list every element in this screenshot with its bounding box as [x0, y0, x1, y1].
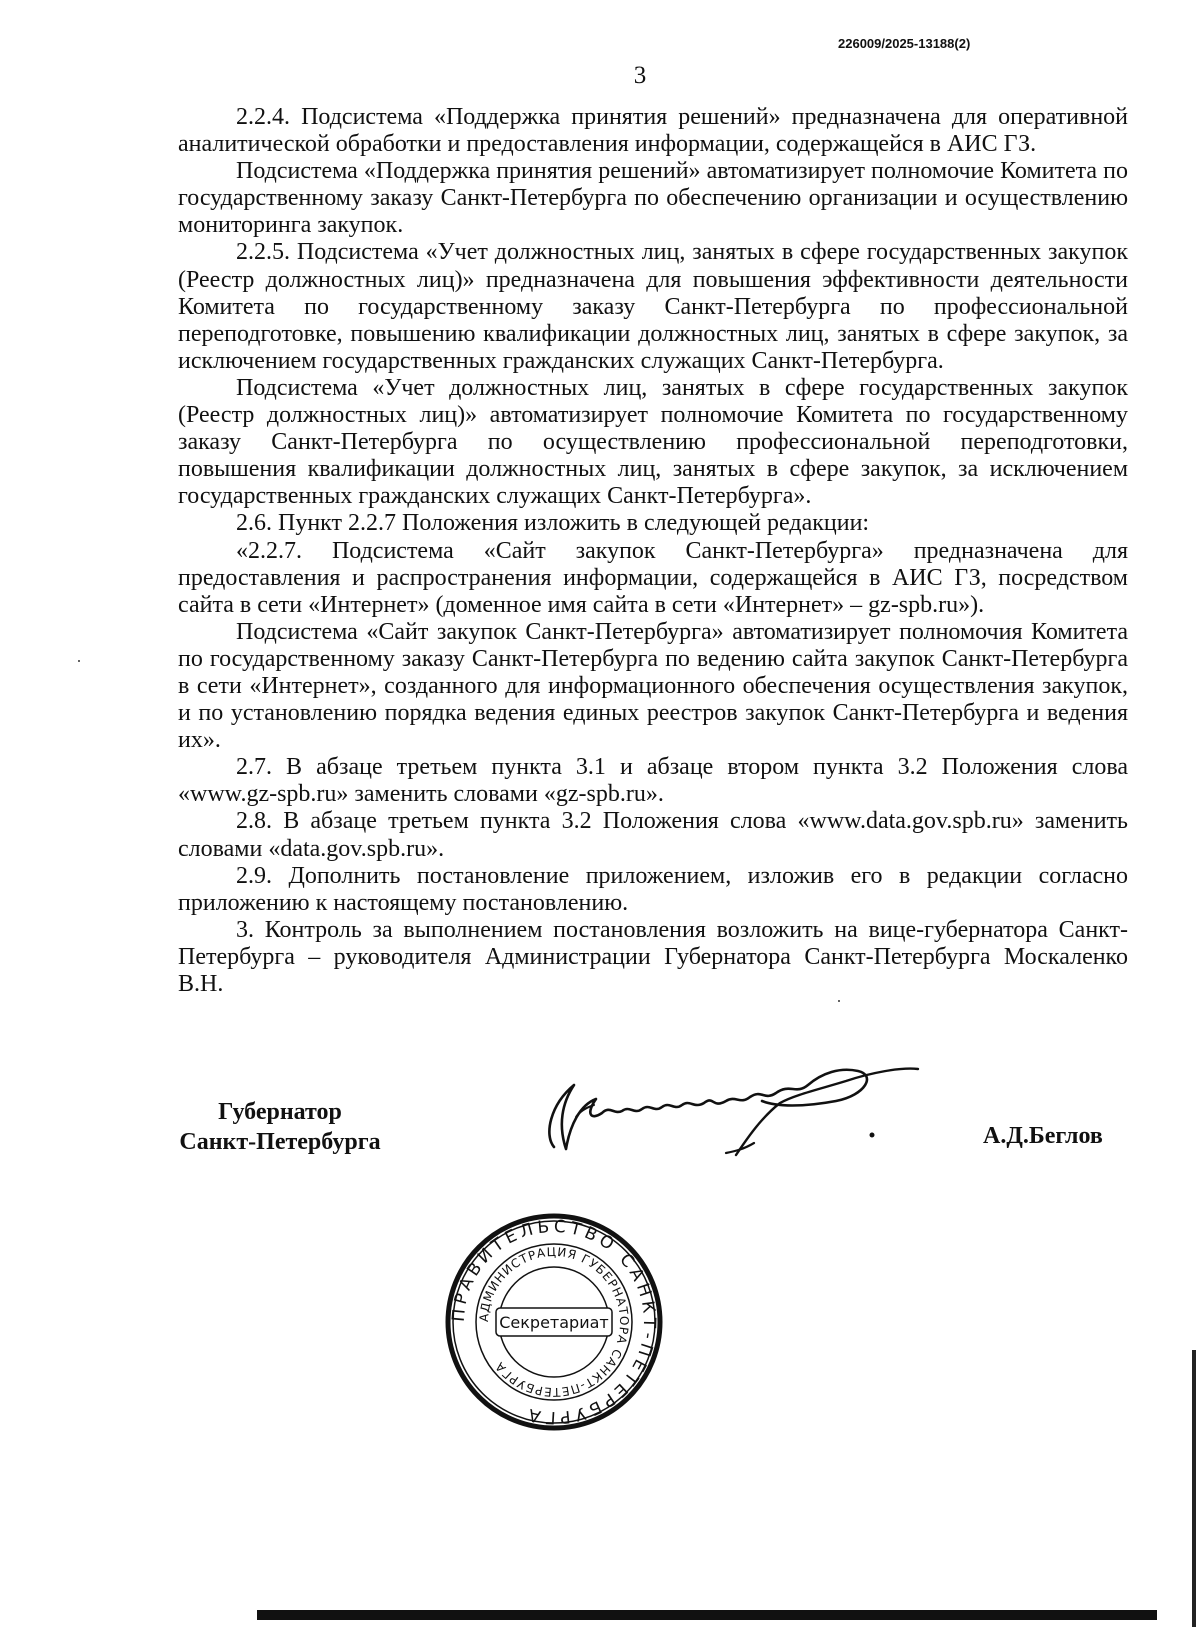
- paragraph: 3. Контроль за выполнением постановления возложить на вице-губернатора Санкт-Петербурга – руководителя Администрации Губернатора Санкт-Петербурга Москаленко В.Н.: [178, 916, 1128, 997]
- signatory-title-line-2: Санкт-Петербурга: [179, 1129, 381, 1155]
- document-registration-number: 226009/2025-13188(2): [838, 36, 971, 51]
- paragraph: 2.2.5. Подсистема «Учет должностных лиц, занятых в сфере государственных закупок (Реестр должностных лиц)» предназначена для повышения эффективности деятельности Комитета по государственному заказу Санкт-Петербурга по профессиональной переподготовке, повышению квалификации должностных лиц, занятых в сфере закупок, за исключением государственных гражданских служащих Санкт-Петербурга.: [178, 239, 1128, 374]
- paragraph: 2.8. В абзаце третьем пункта 3.2 Положения слова «www.data.gov.spb.ru» заменить словами «data.gov.spb.ru».: [178, 808, 1128, 862]
- scan-edge-mark: [1192, 1350, 1196, 1627]
- page-number: 3: [633, 62, 647, 89]
- paragraph: Подсистема «Поддержка принятия решений» автоматизирует полномочие Комитета по государственному заказу Санкт-Петербурга по обеспечению организации и осуществлению мониторинга закупок.: [178, 158, 1128, 239]
- paragraph: Подсистема «Учет должностных лиц, занятых в сфере государственных закупок (Реестр должностных лиц)» автоматизирует полномочие Комитета по государственному заказу Санкт-Петербурга по осуществлению профессиональной переподготовки, повышения квалификации должностных лиц, занятых в сфере закупок, за исключением государственных гражданских служащих Санкт-Петербурга».: [178, 374, 1128, 510]
- signatory-title: [174, 1097, 386, 1157]
- handwritten-signature: [540, 1055, 960, 1165]
- stamp-center-text: Секретариат: [499, 1313, 609, 1332]
- scan-speck: [78, 660, 80, 662]
- stamp-inner-text: АДМИНИСТРАЦИЯ ГУБЕРНАТОРА САНКТ-ПЕТЕРБУРГА: [476, 1244, 632, 1400]
- paragraph: 2.9. Дополнить постановление приложением, изложив его в редакции согласно приложению к настоящему постановлению.: [178, 862, 1128, 916]
- stamp-outer-text: ПРАВИТЕЛЬСТВО САНКТ-ПЕТЕРБУРГА: [448, 1216, 660, 1428]
- paragraph: 2.6. Пункт 2.2.7 Положения изложить в следующей редакции:: [236, 510, 870, 537]
- signatory-title-line-1: Губернатор: [218, 1099, 342, 1125]
- scan-edge-mark: [257, 1610, 1157, 1620]
- paragraph: 2.7. В абзаце третьем пункта 3.1 и абзаце втором пункта 3.2 Положения слова «www.gz-spb.ru» заменить словами «gz-spb.ru».: [178, 754, 1128, 808]
- official-seal-stamp: [444, 1212, 664, 1432]
- paragraph: Подсистема «Сайт закупок Санкт-Петербурга» автоматизирует полномочия Комитета по государственному заказу Санкт-Петербурга по ведению сайта закупок Санкт-Петербурга в сети «Интернет», созданного для информационного обеспечения осуществления закупок, и по установлению порядка ведения единых реестров закупок Санкт-Петербурга и ведения их».: [178, 618, 1128, 754]
- scan-speck: [838, 1000, 840, 1002]
- signer-name: А.Д.Беглов: [983, 1123, 1103, 1149]
- paragraph: 2.2.4. Подсистема «Поддержка принятия решений» предназначена для оперативной аналитической обработки и предоставления информации, содержащейся в АИС ГЗ.: [178, 104, 1128, 158]
- paragraph: «2.2.7. Подсистема «Сайт закупок Санкт-Петербурга» предназначена для предоставления и распространения информации, содержащейся в АИС ГЗ, посредством сайта в сети «Интернет» (доменное имя сайта в сети «Интернет» – gz-spb.ru»).: [178, 537, 1128, 618]
- document-body: [178, 104, 1128, 998]
